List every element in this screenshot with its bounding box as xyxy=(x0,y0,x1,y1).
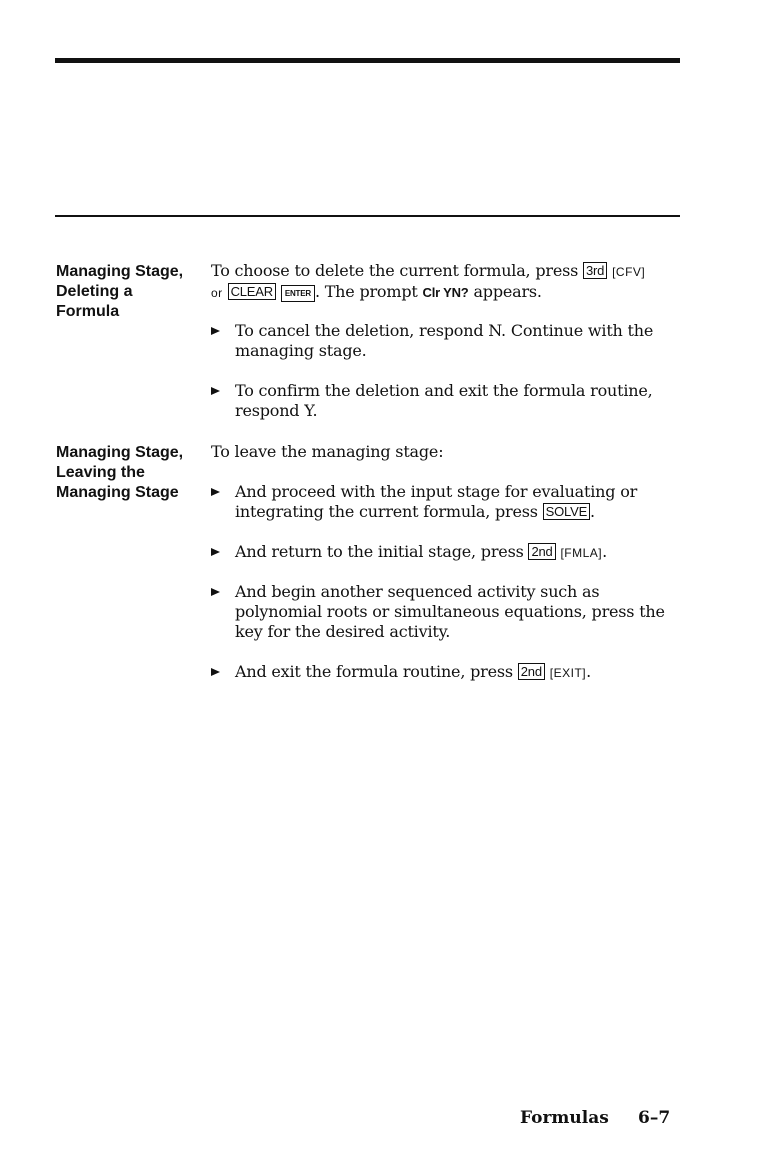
key-2nd: 2nd xyxy=(518,663,545,680)
bullet-arrow-icon xyxy=(211,548,220,556)
bullet-arrow-icon xyxy=(211,588,220,596)
side-heading-leaving: Managing Stage, Leaving the Managing Stage xyxy=(56,444,184,501)
key-2nd: 2nd xyxy=(528,543,555,560)
function-cfv: [CFV] xyxy=(612,265,646,279)
key-enter: ENTER xyxy=(281,285,315,302)
section-rule xyxy=(55,215,680,217)
key-solve: SOLVE xyxy=(543,503,590,520)
leave-intro-paragraph: To leave the managing stage: xyxy=(211,442,444,461)
delete-intro-paragraph: To choose to delete the current formula, press 3rd [CFV] or CLEAR ENTER . The prompt Clr YN? appears. xyxy=(211,261,646,301)
function-exit: [EXIT] xyxy=(549,666,587,680)
bullet-arrow-icon xyxy=(211,327,220,335)
top-rule xyxy=(55,58,680,63)
key-3rd: 3rd xyxy=(583,262,607,279)
footer-chapter: Formulas xyxy=(520,1108,609,1128)
bullet-arrow-icon xyxy=(211,488,220,496)
footer-page-number: 6–7 xyxy=(638,1108,671,1128)
bullet-arrow-icon xyxy=(211,668,220,676)
display-prompt: Clr YN? xyxy=(422,285,469,300)
function-fmla: [FMLA] xyxy=(560,546,603,560)
side-heading-deleting: Managing Stage, Deleting a Formula xyxy=(56,263,184,320)
bullet-arrow-icon xyxy=(211,387,220,395)
key-clear: CLEAR xyxy=(228,283,276,300)
